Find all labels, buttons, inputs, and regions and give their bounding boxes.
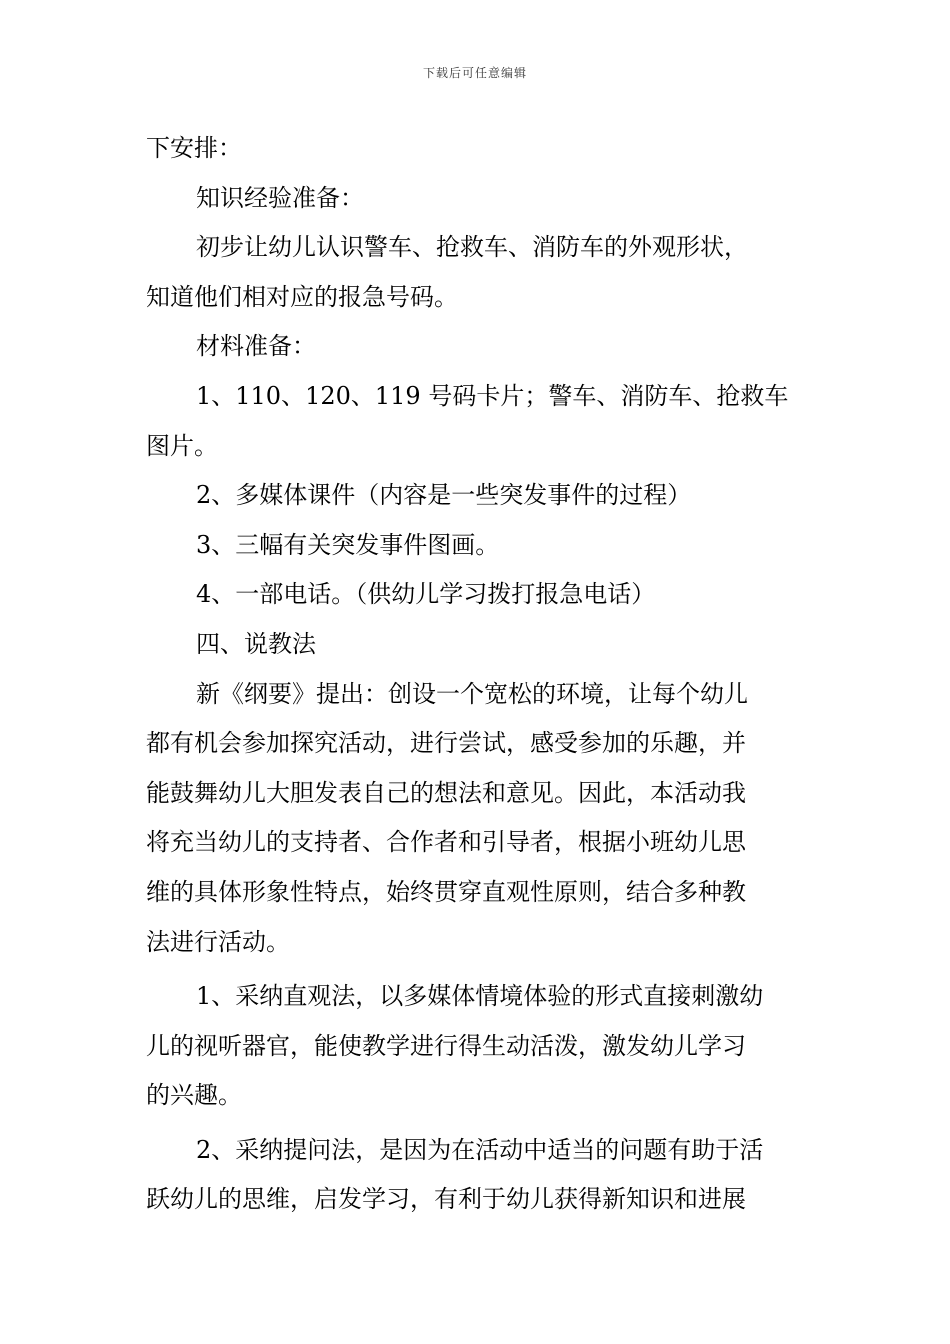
text-line: 知识经验准备： bbox=[196, 183, 364, 212]
text-line: 的兴趣。 bbox=[146, 1081, 242, 1110]
text-line: 知道他们相对应的报急号码。 bbox=[146, 282, 458, 311]
text-line: 法进行活动。 bbox=[146, 927, 290, 956]
text-line: 3、三幅有关突发事件图画。 bbox=[196, 530, 500, 559]
text-line: 图片。 bbox=[146, 431, 218, 460]
section-heading: 四、说教法 bbox=[196, 629, 316, 658]
text-line: 都有机会参加探究活动，进行尝试，感受参加的乐趣，并 bbox=[146, 729, 746, 758]
text-line: 材料准备： bbox=[196, 332, 316, 361]
text-line: 1、110、120、119 号码卡片；警车、消防车、抢救车 bbox=[196, 381, 789, 410]
text-line: 新《纲要》提出：创设一个宽松的环境，让每个幼儿 bbox=[196, 679, 748, 708]
text-line: 下安排： bbox=[146, 134, 242, 162]
page-header: 下载后可任意编辑 bbox=[422, 66, 527, 80]
text-line: 2、多媒体课件（内容是一些突发事件的过程） bbox=[196, 481, 692, 510]
text-line: 能鼓舞幼儿大胆发表自己的想法和意见。因此，本活动我 bbox=[146, 778, 746, 807]
text-line: 跃幼儿的思维，启发学习，有利于幼儿获得新知识和进展 bbox=[146, 1185, 746, 1214]
text-line: 初步让幼儿认识警车、抢救车、消防车的外观形状， bbox=[196, 233, 748, 262]
text-line: 1、采纳直观法，以多媒体情境体验的形式直接刺激幼 bbox=[196, 982, 764, 1011]
text-line: 维的具体形象性特点，始终贯穿直观性原则，结合多种教 bbox=[146, 877, 746, 906]
text-line: 将充当幼儿的支持者、合作者和引导者，根据小班幼儿思 bbox=[146, 828, 746, 857]
document-body bbox=[146, 124, 808, 1225]
text-line: 儿的视听器官，能使教学进行得生动活泼，激发幼儿学习 bbox=[146, 1031, 746, 1060]
text-line: 4、一部电话。（供幼儿学习拨打报急电话） bbox=[196, 580, 656, 609]
text-line: 2、采纳提问法，是因为在活动中适当的问题有助于活 bbox=[196, 1135, 764, 1164]
